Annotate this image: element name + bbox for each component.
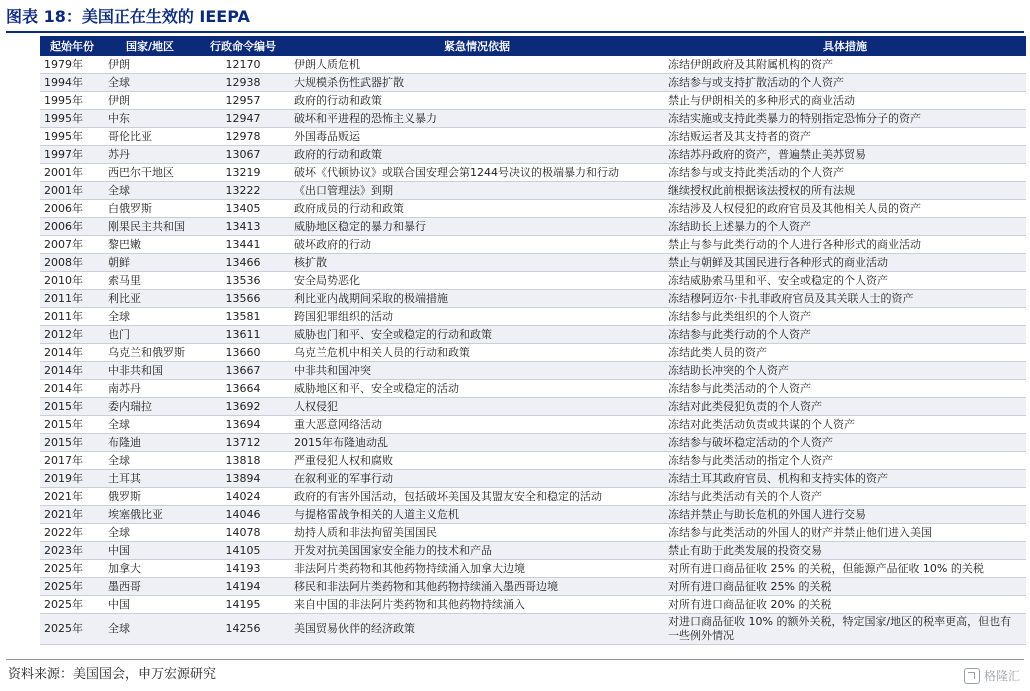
- cell-eo-number: 13894: [196, 470, 290, 488]
- cell-country: 全球: [104, 74, 196, 92]
- title-divider: [6, 31, 1024, 33]
- cell-eo-number: 14256: [196, 614, 290, 645]
- cell-emergency-basis: 重大恶意网络活动: [290, 416, 664, 434]
- cell-eo-number: 13694: [196, 416, 290, 434]
- table-row: [40, 578, 1026, 596]
- cell-start-year: 2001年: [40, 164, 104, 182]
- cell-measures: 禁止与朝鲜及其国民进行各种形式的商业活动: [664, 254, 1026, 272]
- gelonghui-logo-icon: [964, 668, 980, 684]
- cell-start-year: 2022年: [40, 524, 104, 542]
- table-row: [40, 416, 1026, 434]
- cell-country: 中国: [104, 542, 196, 560]
- cell-start-year: 2017年: [40, 452, 104, 470]
- cell-eo-number: 13219: [196, 164, 290, 182]
- cell-start-year: 2014年: [40, 362, 104, 380]
- cell-measures: 继续授权此前根据该法授权的所有法规: [664, 182, 1026, 200]
- table-row: [40, 326, 1026, 344]
- cell-eo-number: 13067: [196, 146, 290, 164]
- cell-eo-number: 13566: [196, 290, 290, 308]
- cell-start-year: 2019年: [40, 470, 104, 488]
- cell-emergency-basis: 威胁也门和平、安全或稳定的行动和政策: [290, 326, 664, 344]
- table-row: [40, 596, 1026, 614]
- cell-start-year: 2006年: [40, 218, 104, 236]
- table-row: [40, 290, 1026, 308]
- watermark-text: 格隆汇: [983, 669, 1020, 683]
- cell-country: 西巴尔干地区: [104, 164, 196, 182]
- cell-country: 朝鲜: [104, 254, 196, 272]
- cell-country: 俄罗斯: [104, 488, 196, 506]
- cell-country: 伊朗: [104, 56, 196, 74]
- cell-measures: 禁止与参与此类行动的个人进行各种形式的商业活动: [664, 236, 1026, 254]
- cell-measures: 冻结参与此类行动的个人资产: [664, 326, 1026, 344]
- cell-emergency-basis: 美国贸易伙伴的经济政策: [290, 614, 664, 645]
- header-start-year: 起始年份: [40, 36, 104, 56]
- cell-measures: 冻结贩运者及其支持者的资产: [664, 128, 1026, 146]
- table-row: [40, 308, 1026, 326]
- cell-start-year: 1995年: [40, 92, 104, 110]
- cell-start-year: 1995年: [40, 110, 104, 128]
- cell-start-year: 2025年: [40, 560, 104, 578]
- cell-emergency-basis: 中非共和国冲突: [290, 362, 664, 380]
- table-row: [40, 56, 1026, 74]
- header-emergency-basis: 紧急情况依据: [290, 36, 664, 56]
- cell-country: 全球: [104, 308, 196, 326]
- cell-emergency-basis: 核扩散: [290, 254, 664, 272]
- cell-start-year: 2001年: [40, 182, 104, 200]
- cell-measures: 冻结参与或支持此类活动的个人资产: [664, 164, 1026, 182]
- cell-eo-number: 13466: [196, 254, 290, 272]
- table-row: [40, 164, 1026, 182]
- table-row: [40, 470, 1026, 488]
- cell-country: 全球: [104, 524, 196, 542]
- cell-eo-number: 13405: [196, 200, 290, 218]
- table-row: [40, 344, 1026, 362]
- cell-country: 苏丹: [104, 146, 196, 164]
- cell-eo-number: 14194: [196, 578, 290, 596]
- cell-measures: 冻结参与此类活动的个人资产: [664, 380, 1026, 398]
- cell-eo-number: 12938: [196, 74, 290, 92]
- cell-emergency-basis: 威胁地区和平、安全或稳定的活动: [290, 380, 664, 398]
- cell-eo-number: 12957: [196, 92, 290, 110]
- cell-start-year: 1979年: [40, 56, 104, 74]
- table-row: [40, 92, 1026, 110]
- cell-country: 中非共和国: [104, 362, 196, 380]
- cell-country: 中东: [104, 110, 196, 128]
- ieepa-table: [40, 36, 1026, 645]
- cell-eo-number: 14046: [196, 506, 290, 524]
- table-body: [40, 56, 1026, 645]
- cell-emergency-basis: 安全局势恶化: [290, 272, 664, 290]
- cell-start-year: 1995年: [40, 128, 104, 146]
- cell-measures: 冻结此类人员的资产: [664, 344, 1026, 362]
- bottom-divider: [6, 659, 1024, 660]
- cell-country: 墨西哥: [104, 578, 196, 596]
- table-row: [40, 74, 1026, 92]
- cell-eo-number: 12170: [196, 56, 290, 74]
- cell-emergency-basis: 劫持人质和非法拘留美国国民: [290, 524, 664, 542]
- cell-eo-number: 13667: [196, 362, 290, 380]
- cell-emergency-basis: 破坏政府的行动: [290, 236, 664, 254]
- cell-start-year: 2011年: [40, 308, 104, 326]
- cell-eo-number: 14105: [196, 542, 290, 560]
- cell-measures: 冻结对此类侵犯负责的个人资产: [664, 398, 1026, 416]
- cell-emergency-basis: 《出口管理法》到期: [290, 182, 664, 200]
- cell-eo-number: 13692: [196, 398, 290, 416]
- cell-eo-number: 14078: [196, 524, 290, 542]
- cell-country: 伊朗: [104, 92, 196, 110]
- table-row: [40, 452, 1026, 470]
- cell-country: 布隆迪: [104, 434, 196, 452]
- cell-eo-number: 13413: [196, 218, 290, 236]
- cell-start-year: 2006年: [40, 200, 104, 218]
- cell-measures: 冻结助长上述暴力的个人资产: [664, 218, 1026, 236]
- cell-start-year: 2011年: [40, 290, 104, 308]
- table-row: [40, 506, 1026, 524]
- cell-emergency-basis: 政府的有害外国活动，包括破坏美国及其盟友安全和稳定的活动: [290, 488, 664, 506]
- table-row: [40, 434, 1026, 452]
- cell-country: 索马里: [104, 272, 196, 290]
- cell-emergency-basis: 外国毒品贩运: [290, 128, 664, 146]
- header-measures: 具体措施: [664, 36, 1026, 56]
- cell-start-year: 2008年: [40, 254, 104, 272]
- cell-emergency-basis: 破坏《代顿协议》或联合国安理会第1244号决议的极端暴力和行动: [290, 164, 664, 182]
- table-row: [40, 362, 1026, 380]
- cell-emergency-basis: 政府成员的行动和政策: [290, 200, 664, 218]
- source-note: 资料来源：美国国会，申万宏源研究: [8, 667, 217, 682]
- table-row: [40, 272, 1026, 290]
- cell-country: 黎巴嫩: [104, 236, 196, 254]
- cell-emergency-basis: 政府的行动和政策: [290, 92, 664, 110]
- cell-measures: 冻结与此类活动有关的个人资产: [664, 488, 1026, 506]
- cell-country: 委内瑞拉: [104, 398, 196, 416]
- table-row: [40, 182, 1026, 200]
- cell-measures: 禁止与伊朗相关的多种形式的商业活动: [664, 92, 1026, 110]
- table-row: [40, 560, 1026, 578]
- table-row: [40, 488, 1026, 506]
- cell-country: 白俄罗斯: [104, 200, 196, 218]
- cell-measures: 禁止有助于此类发展的投资交易: [664, 542, 1026, 560]
- cell-country: 南苏丹: [104, 380, 196, 398]
- cell-eo-number: 13712: [196, 434, 290, 452]
- header-eo-number: 行政命令编号: [196, 36, 290, 56]
- figure-title: 图表 18：美国正在生效的 IEEPA: [6, 7, 250, 26]
- table-row: [40, 254, 1026, 272]
- cell-emergency-basis: 人权侵犯: [290, 398, 664, 416]
- cell-eo-number: 13664: [196, 380, 290, 398]
- cell-start-year: 2007年: [40, 236, 104, 254]
- cell-measures: 冻结参与或支持扩散活动的个人资产: [664, 74, 1026, 92]
- cell-emergency-basis: 非法阿片类药物和其他药物持续涌入加拿大边境: [290, 560, 664, 578]
- cell-country: 利比亚: [104, 290, 196, 308]
- cell-eo-number: 12978: [196, 128, 290, 146]
- cell-measures: 冻结威胁索马里和平、安全或稳定的个人资产: [664, 272, 1026, 290]
- cell-country: 乌克兰和俄罗斯: [104, 344, 196, 362]
- table-row: [40, 200, 1026, 218]
- table-row: [40, 380, 1026, 398]
- table-row: [40, 128, 1026, 146]
- cell-emergency-basis: 跨国犯罪组织的活动: [290, 308, 664, 326]
- cell-eo-number: 13581: [196, 308, 290, 326]
- cell-country: 土耳其: [104, 470, 196, 488]
- cell-eo-number: 13536: [196, 272, 290, 290]
- cell-country: 埃塞俄比亚: [104, 506, 196, 524]
- cell-eo-number: 14195: [196, 596, 290, 614]
- cell-measures: 对所有进口商品征收 25% 的关税: [664, 578, 1026, 596]
- cell-start-year: 1997年: [40, 146, 104, 164]
- cell-eo-number: 13660: [196, 344, 290, 362]
- cell-emergency-basis: 开发对抗美国国家安全能力的技术和产品: [290, 542, 664, 560]
- cell-country: 刚果民主共和国: [104, 218, 196, 236]
- cell-measures: 冻结参与此类组织的个人资产: [664, 308, 1026, 326]
- cell-country: 全球: [104, 614, 196, 645]
- table-row: [40, 218, 1026, 236]
- cell-measures: 冻结参与破坏稳定活动的个人资产: [664, 434, 1026, 452]
- cell-measures: 冻结参与此类活动的指定个人资产: [664, 452, 1026, 470]
- cell-emergency-basis: 来自中国的非法阿片类药物和其他药物持续涌入: [290, 596, 664, 614]
- cell-emergency-basis: 在叙利亚的军事行动: [290, 470, 664, 488]
- table-row: [40, 524, 1026, 542]
- cell-emergency-basis: 利比亚内战期间采取的极端措施: [290, 290, 664, 308]
- cell-country: 全球: [104, 182, 196, 200]
- cell-start-year: 2012年: [40, 326, 104, 344]
- header-country: 国家/地区: [104, 36, 196, 56]
- cell-measures: 冻结土耳其政府官员、机构和支持实体的资产: [664, 470, 1026, 488]
- table-row: [40, 146, 1026, 164]
- cell-eo-number: 13441: [196, 236, 290, 254]
- cell-start-year: 2025年: [40, 596, 104, 614]
- cell-start-year: 2010年: [40, 272, 104, 290]
- cell-country: 全球: [104, 452, 196, 470]
- cell-start-year: 2021年: [40, 488, 104, 506]
- cell-start-year: 2021年: [40, 506, 104, 524]
- cell-emergency-basis: 乌克兰危机中相关人员的行动和政策: [290, 344, 664, 362]
- cell-measures: 冻结助长冲突的个人资产: [664, 362, 1026, 380]
- cell-start-year: 2014年: [40, 380, 104, 398]
- cell-emergency-basis: 严重侵犯人权和腐败: [290, 452, 664, 470]
- cell-emergency-basis: 移民和非法阿片类药物和其他药物持续涌入墨西哥边境: [290, 578, 664, 596]
- cell-measures: 冻结并禁止与助长危机的外国人进行交易: [664, 506, 1026, 524]
- table-row: [40, 542, 1026, 560]
- table-row: [40, 236, 1026, 254]
- cell-emergency-basis: 政府的行动和政策: [290, 146, 664, 164]
- cell-measures: 冻结参与此类活动的外国人的财产并禁止他们进入美国: [664, 524, 1026, 542]
- cell-measures: 冻结伊朗政府及其附属机构的资产: [664, 56, 1026, 74]
- cell-country: 全球: [104, 416, 196, 434]
- cell-measures: 冻结穆阿迈尔·卡扎菲政府官员及其关联人士的资产: [664, 290, 1026, 308]
- cell-measures: 对所有进口商品征收 25% 的关税，但能源产品征收 10% 的关税: [664, 560, 1026, 578]
- cell-emergency-basis: 2015年布隆迪动乱: [290, 434, 664, 452]
- cell-start-year: 2015年: [40, 398, 104, 416]
- table-row: [40, 614, 1026, 645]
- cell-eo-number: 13222: [196, 182, 290, 200]
- cell-country: 哥伦比亚: [104, 128, 196, 146]
- cell-measures: 对进口商品征收 10% 的额外关税，特定国家/地区的税率更高，但也有一些例外情况: [664, 614, 1026, 645]
- table-row: [40, 110, 1026, 128]
- cell-start-year: 2015年: [40, 434, 104, 452]
- table-header-row: [40, 36, 1026, 56]
- cell-eo-number: 14193: [196, 560, 290, 578]
- cell-emergency-basis: 破坏和平进程的恐怖主义暴力: [290, 110, 664, 128]
- cell-measures: 对所有进口商品征收 20% 的关税: [664, 596, 1026, 614]
- cell-eo-number: 13818: [196, 452, 290, 470]
- cell-start-year: 2025年: [40, 578, 104, 596]
- cell-emergency-basis: 威胁地区稳定的暴力和暴行: [290, 218, 664, 236]
- watermark: [964, 665, 1020, 687]
- cell-country: 也门: [104, 326, 196, 344]
- cell-eo-number: 14024: [196, 488, 290, 506]
- cell-emergency-basis: 伊朗人质危机: [290, 56, 664, 74]
- table-row: [40, 398, 1026, 416]
- cell-measures: 冻结对此类活动负责或共谋的个人资产: [664, 416, 1026, 434]
- cell-start-year: 2023年: [40, 542, 104, 560]
- cell-eo-number: 13611: [196, 326, 290, 344]
- cell-start-year: 2015年: [40, 416, 104, 434]
- cell-measures: 冻结实施或支持此类暴力的特别指定恐怖分子的资产: [664, 110, 1026, 128]
- cell-measures: 冻结涉及人权侵犯的政府官员及其他相关人员的资产: [664, 200, 1026, 218]
- cell-emergency-basis: 与提格雷战争相关的人道主义危机: [290, 506, 664, 524]
- cell-country: 中国: [104, 596, 196, 614]
- cell-start-year: 2025年: [40, 614, 104, 645]
- cell-start-year: 1994年: [40, 74, 104, 92]
- cell-eo-number: 12947: [196, 110, 290, 128]
- cell-start-year: 2014年: [40, 344, 104, 362]
- cell-measures: 冻结苏丹政府的资产，普遍禁止美苏贸易: [664, 146, 1026, 164]
- cell-emergency-basis: 大规模杀伤性武器扩散: [290, 74, 664, 92]
- cell-country: 加拿大: [104, 560, 196, 578]
